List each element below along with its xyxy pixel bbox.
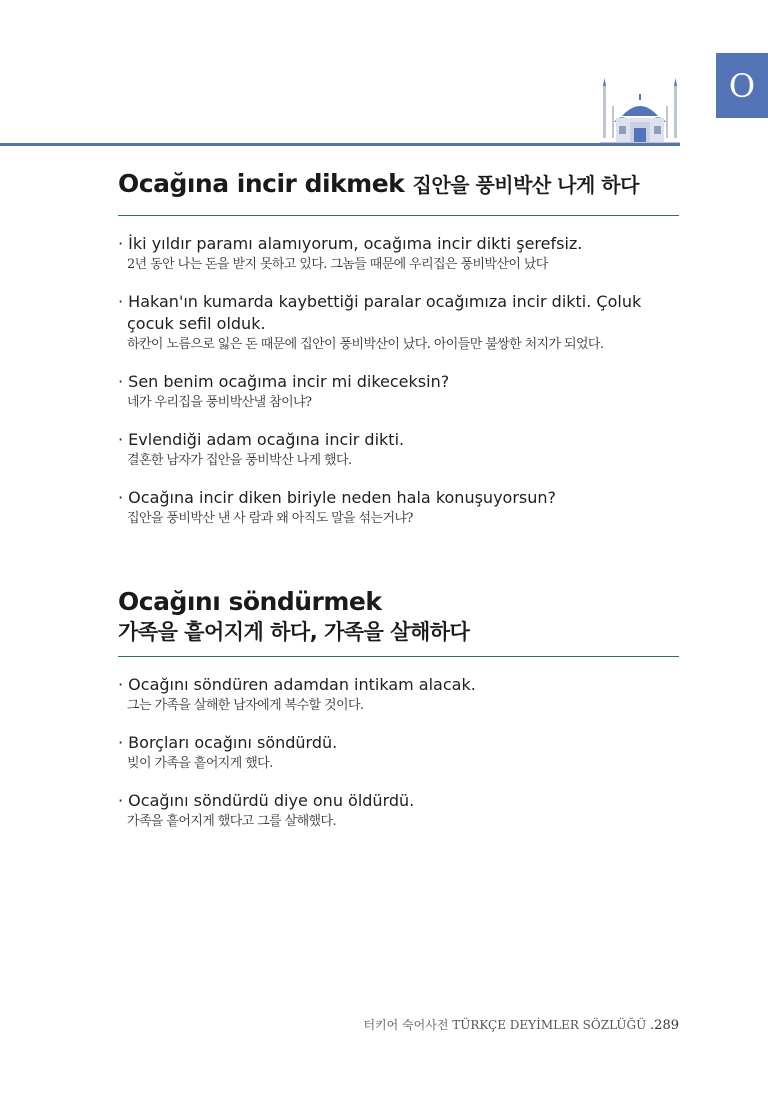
example-korean: 2년 동안 나는 돈을 받지 못하고 있다. 그놈들 때문에 우리집은 풍비박산이 났다 [127,257,548,272]
example-item [118,732,679,774]
example-korean: 가족을 흩어지게 했다고 그를 살해했다. [127,814,336,829]
idiom-title-korean: 가족을 흩어지게 하다, 가족을 살해하다 [118,620,470,644]
example-korean: 집안을 풍비박산 낸 사 람과 왜 아직도 말을 섞는거냐? [127,511,413,526]
example-item [118,371,679,413]
example-item [118,790,679,832]
idiom-entry-2 [118,586,679,832]
mosque-icon [600,78,680,144]
header-rule [0,143,680,146]
example-korean: 하칸이 노름으로 잃은 돈 때문에 집안이 풍비박산이 났다. 아이들만 불쌍한 처지가 되었다. [127,337,604,352]
example-turkish: · Ocağına incir diken biriyle neden hala konuşuyorsun? [118,488,557,507]
idiom-entry-1 [118,168,679,529]
example-turkish: · Hakan'ın kumarda kaybettiği paralar ocağımıza incir dikti. Çoluk çocuk sefil olduk. [118,292,642,333]
idiom-title-turkish: Ocağına incir dikmek [118,169,405,198]
index-tab-letter: O [716,53,768,118]
example-korean: 그는 가족을 살해한 남자에게 복수할 것이다. [127,698,364,713]
example-turkish: · Borçları ocağını söndürdü. [118,733,338,752]
example-item [118,429,679,471]
example-turkish: · Ocağını söndüren adamdan intikam alacak. [118,675,476,694]
example-korean: 빚이 가족을 흩어지게 했다. [127,756,273,771]
example-item [118,487,679,529]
idiom-heading [118,168,679,201]
example-turkish: · Evlendiği adam ocağına incir dikti. [118,430,405,449]
section-divider [118,656,679,657]
example-item [118,674,679,716]
idiom-heading [118,586,679,646]
example-turkish: · Sen benim ocağıma incir mi dikeceksin? [118,372,450,391]
example-item [118,291,679,355]
page-footer [363,1016,679,1033]
example-korean: 결혼한 남자가 집안을 풍비박산 나게 했다. [127,453,352,468]
idiom-title-turkish: Ocağını söndürmek [118,587,382,616]
footer-book-title: 터키어 숙어사전 TÜRKÇE DEYİMLER SÖZLÜĞÜ [363,1018,647,1032]
example-turkish: · Ocağını söndürdü diye onu öldürdü. [118,791,415,810]
idiom-title-korean: 집안을 풍비박산 나게 하다 [412,173,639,197]
page-number: .289 [650,1018,679,1033]
section-divider [118,215,679,216]
example-item [118,233,679,275]
example-turkish: · İki yıldır paramı alamıyorum, ocağıma incir dikti şerefsiz. [118,234,583,253]
example-korean: 네가 우리집을 풍비박산낼 참이냐? [127,395,312,410]
